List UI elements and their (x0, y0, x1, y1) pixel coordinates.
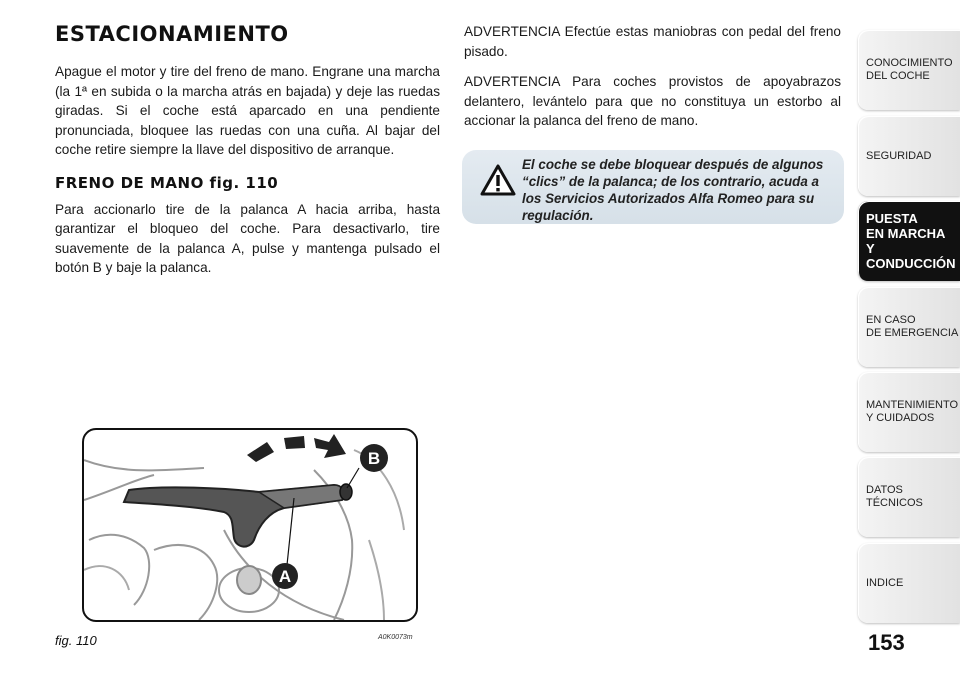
tab-puesta-en-marcha[interactable] (858, 201, 960, 281)
handbrake-illustration (84, 430, 416, 620)
warning-callout (462, 150, 844, 224)
tab-label-line: EN CASO (866, 314, 916, 326)
section-title: ESTACIONAMIENTO (55, 22, 289, 46)
warning-pedal: ADVERTENCIA Efectúe estas maniobras con pedal del freno pisado. (464, 24, 841, 59)
callout-text: El coche se debe bloquear después de algunos “clics” de la palanca; de los contrario, acuda a los Servicios Autorizados Alfa Romeo para su regulación. (522, 157, 824, 223)
tab-label-line: DEL COCHE (866, 70, 930, 82)
chapter-sidebar (858, 0, 960, 630)
page-number: 153 (868, 630, 905, 655)
tab-indice[interactable] (858, 543, 960, 623)
warning-armrest: ADVERTENCIA Para coches provistos de apoyabrazos delantero, levántelo para que no constituya un estorbo al accionar la palanca del freno de mano. (464, 74, 841, 128)
figure-code: A0K0073m (378, 634, 413, 641)
handbrake-paragraph: Para accionarlo tire de la palanca A hacia arriba, hasta garantizar el bloqueo del coche. Para desactivarlo, tire suavemente de la palanca A, pulse y mantenga pulsado el botón B y baje la palanca. (55, 201, 440, 275)
tab-label-line: PUESTA (866, 211, 918, 226)
tab-label-line: DE EMERGENCIA (866, 327, 959, 339)
tab-mantenimiento[interactable] (858, 372, 960, 452)
tab-emergencia[interactable] (858, 287, 960, 367)
handbrake-subtitle: FRENO DE MANO fig. 110 (55, 173, 279, 192)
tab-label-line: EN MARCHA (866, 226, 946, 241)
tab-label-line: Y CUIDADOS (866, 412, 935, 424)
tab-label-line: DATOS TÉCNICOS (866, 484, 923, 509)
label-a: A (278, 567, 292, 586)
tab-label-line: MANTENIMIENTO (866, 399, 959, 411)
tab-label-line: INDICE (866, 576, 904, 589)
tab-conocimiento[interactable] (858, 30, 960, 110)
warning-triangle-icon (480, 164, 516, 196)
left-column (55, 22, 440, 278)
tab-label-line: SEGURIDAD (866, 149, 932, 162)
tab-label-line: CONOCIMIENTO (866, 57, 953, 69)
tab-label-line: Y CONDUCCIÓN (866, 241, 956, 271)
tab-datos-tecnicos[interactable] (858, 457, 960, 537)
tab-seguridad[interactable] (858, 116, 960, 196)
handbrake-figure (82, 428, 418, 622)
label-b: B (367, 449, 381, 468)
right-column (464, 22, 841, 131)
figure-caption: fig. 110 (55, 633, 97, 648)
parking-paragraph: Apague el motor y tire del freno de mano. Engrane una marcha (la 1ª en subida o la marcha atrás en bajada) y deje las ruedas giradas. Si el coche está aparcado en una pendiente pronunciada, bloquee las ruedas con una cuña. Al bajar del coche retire siempre la llave del dispositivo de arranque. (55, 64, 440, 157)
